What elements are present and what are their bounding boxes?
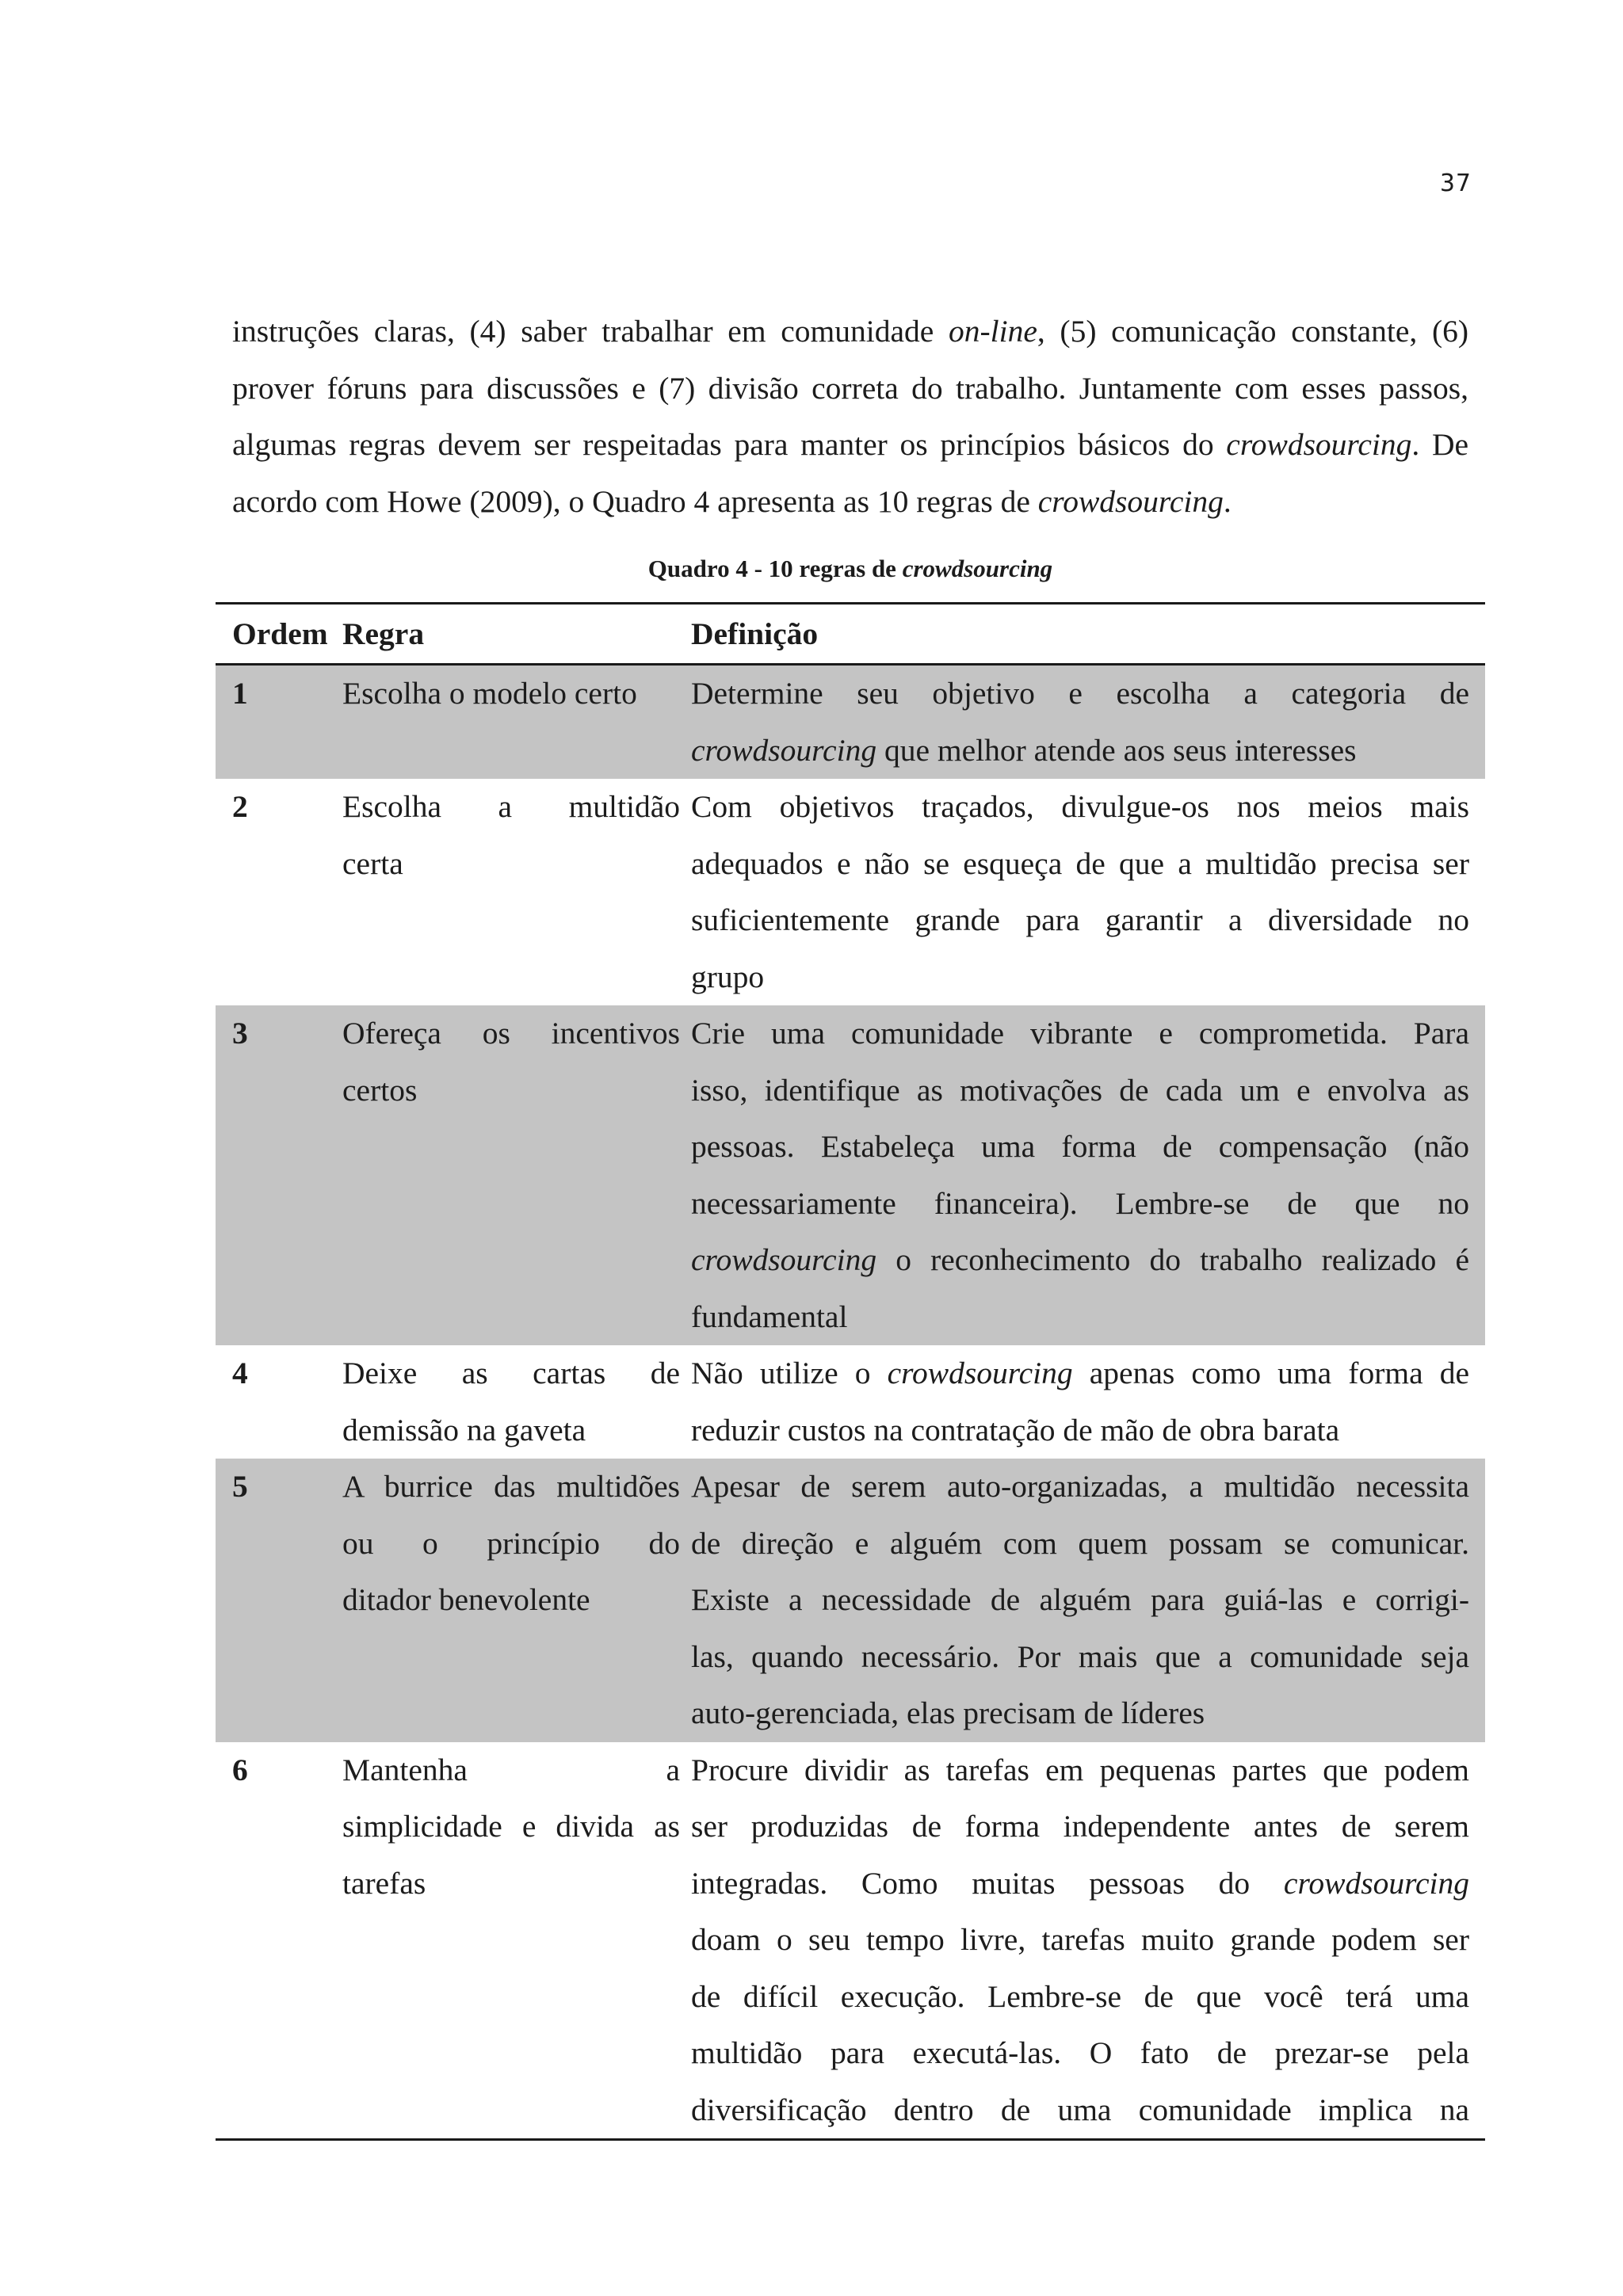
definicao-text: grupo [691,959,765,994]
header-regra: Regra [342,616,425,651]
definicao-line [691,1685,1469,1742]
definicao-line [691,1062,1469,1119]
definicao-text: Determine seu objetivo e escolha a categoria de [691,676,1469,711]
cell-ordem: 6 [232,1752,248,1787]
definicao-line [691,1572,1469,1629]
regra-line: tarefas [342,1865,426,1901]
cell-regra [342,666,691,779]
intro-line [232,474,1468,531]
regra-line: ditador benevolente [342,1582,590,1617]
definicao-line [691,1232,1469,1289]
definicao-line [691,1176,1469,1233]
cell-ordem: 5 [232,1469,248,1504]
caption-italic: crowdsourcing [902,555,1053,582]
definicao-text: isso, identifique as motivações de cada um e envolva as [691,1072,1469,1108]
cell-regra [342,1459,691,1742]
definicao-line [691,1912,1469,1969]
definicao-line [691,2025,1469,2082]
definicao-line [691,1289,1469,1346]
table-row [216,1005,1485,1345]
definicao-text: ser produzidas de forma independente antes de serem [691,1809,1469,1844]
definicao-line [691,1855,1469,1913]
definicao-text: Apesar de serem auto-organizadas, a multidão necessita [691,1469,1469,1504]
definicao-text: o reconhecimento do trabalho realizado é [876,1242,1469,1277]
definicao-line [691,723,1469,780]
intro-text: , (5) comunicação constante, (6) [1037,314,1469,349]
italic-term: crowdsourcing [887,1356,1073,1390]
regra-line: simplicidade e divida as [342,1809,680,1844]
intro-text: acordo com Howe (2009), o Quadro 4 apresenta as 10 regras de [232,483,1038,519]
intro-italic-term: crowdsourcing [1226,427,1412,462]
definicao-line [691,892,1469,949]
intro-line [232,417,1468,474]
intro-text: instruções claras, (4) saber trabalhar em comunidade [232,314,949,349]
cell-regra [342,1345,691,1459]
definicao-line [691,949,1469,1006]
table-row [216,1345,1485,1459]
definicao-text: apenas como uma forma de [1072,1356,1469,1390]
definicao-text: auto-gerenciada, elas precisam de líderes [691,1695,1205,1730]
cell-regra [342,1005,691,1345]
intro-line [232,360,1468,418]
intro-text: . De [1411,427,1469,462]
header-ordem: Ordem [232,616,328,651]
header-definicao: Definição [691,616,819,651]
intro-italic-term: on-line [948,314,1037,349]
regra-line: Mantenha a [342,1752,680,1787]
cell-definicao [691,1742,1485,2139]
definicao-text: que melhor atende aos seus interesses [876,732,1357,768]
table-row [216,779,1485,1005]
definicao-text: necessariamente financeira). Lembre-se de que no [691,1185,1469,1221]
cell-definicao [691,1345,1485,1459]
cell-ordem: 1 [232,676,248,711]
regra-line: certos [342,1072,418,1108]
definicao-line [691,779,1469,836]
definicao-line [691,1798,1469,1855]
intro-italic-term: crowdsourcing [1037,483,1224,519]
definicao-line [691,1516,1469,1573]
definicao-text: reduzir custos na contratação de mão de obra barata [691,1412,1340,1447]
definicao-text: diversificação dentro de uma comunidade implica na [691,2092,1469,2127]
definicao-line [691,836,1469,893]
definicao-line [691,1005,1469,1062]
definicao-text: Crie uma comunidade vibrante e comprometida. Para [691,1016,1469,1051]
definicao-line [691,2082,1469,2139]
intro-line [232,303,1468,360]
definicao-line [691,1969,1469,2026]
definicao-line [691,1742,1469,1799]
regra-line: Escolha o modelo certo [342,676,637,711]
cell-regra [342,1742,691,2139]
cell-definicao [691,1459,1485,1742]
intro-paragraph [232,303,1468,530]
page-number: 37 [1439,170,1472,197]
regra-line: certa [342,845,403,881]
italic-term: crowdsourcing [1283,1865,1469,1901]
definicao-text: Com objetivos traçados, divulgue-os nos meios mais [691,789,1469,824]
cell-regra [342,779,691,1005]
definicao-text: de difícil execução. Lembre-se de que você terá uma [691,1978,1469,2014]
intro-text: . [1223,483,1232,519]
cell-definicao [691,779,1485,1005]
definicao-text: fundamental [691,1299,848,1334]
regra-line: demissão na gaveta [342,1412,586,1447]
table-row [216,666,1485,779]
cell-ordem: 4 [232,1356,248,1390]
definicao-text: adequados e não se esqueça de que a multidão precisa ser [691,845,1469,881]
caption-prefix: Quadro 4 - 10 regras de [647,555,903,582]
cell-definicao [691,666,1485,779]
table-row [216,1742,1485,2139]
regra-line: ou o princípio do [342,1525,680,1561]
rules-table [216,602,1485,2141]
table-row [216,1459,1485,1742]
regra-line: Deixe as cartas de [342,1356,680,1390]
definicao-line [691,1459,1469,1516]
definicao-line [691,666,1469,723]
regra-line: Escolha a multidão [342,789,680,824]
definicao-line [691,1345,1469,1402]
definicao-text: Não utilize o [691,1356,888,1390]
definicao-text: multidão para executá-las. O fato de prezar-se pela [691,2035,1469,2070]
regra-line: Ofereça os incentivos [342,1016,680,1051]
definicao-line [691,1402,1469,1459]
definicao-text: las, quando necessário. Por mais que a comunidade seja [691,1638,1469,1674]
intro-text: algumas regras devem ser respeitadas para manter os princípios básicos do [232,427,1227,462]
table-header-row [216,605,1485,666]
definicao-text: Existe a necessidade de alguém para guiá-las e corrigi- [691,1582,1469,1617]
table-caption [216,555,1485,583]
intro-text: prover fóruns para discussões e (7) divisão correta do trabalho. Juntamente com esses passos, [232,370,1468,406]
italic-term: crowdsourcing [691,1242,877,1277]
regra-line: A burrice das multidões [342,1469,680,1504]
definicao-line [691,1119,1469,1176]
definicao-text: de direção e alguém com quem possam se comunicar. [691,1525,1469,1561]
definicao-text: pessoas. Estabeleça uma forma de compensação (não [691,1129,1469,1164]
definicao-text: doam o seu tempo livre, tarefas muito grande podem ser [691,1922,1469,1957]
definicao-line [691,1629,1469,1686]
definicao-text: Procure dividir as tarefas em pequenas partes que podem [691,1752,1469,1787]
cell-ordem: 2 [232,789,248,824]
italic-term: crowdsourcing [691,732,877,768]
cell-ordem: 3 [232,1016,248,1051]
cell-definicao [691,1005,1485,1345]
definicao-text: integradas. Como muitas pessoas do [691,1865,1284,1901]
definicao-text: suficientemente grande para garantir a diversidade no [691,902,1469,937]
